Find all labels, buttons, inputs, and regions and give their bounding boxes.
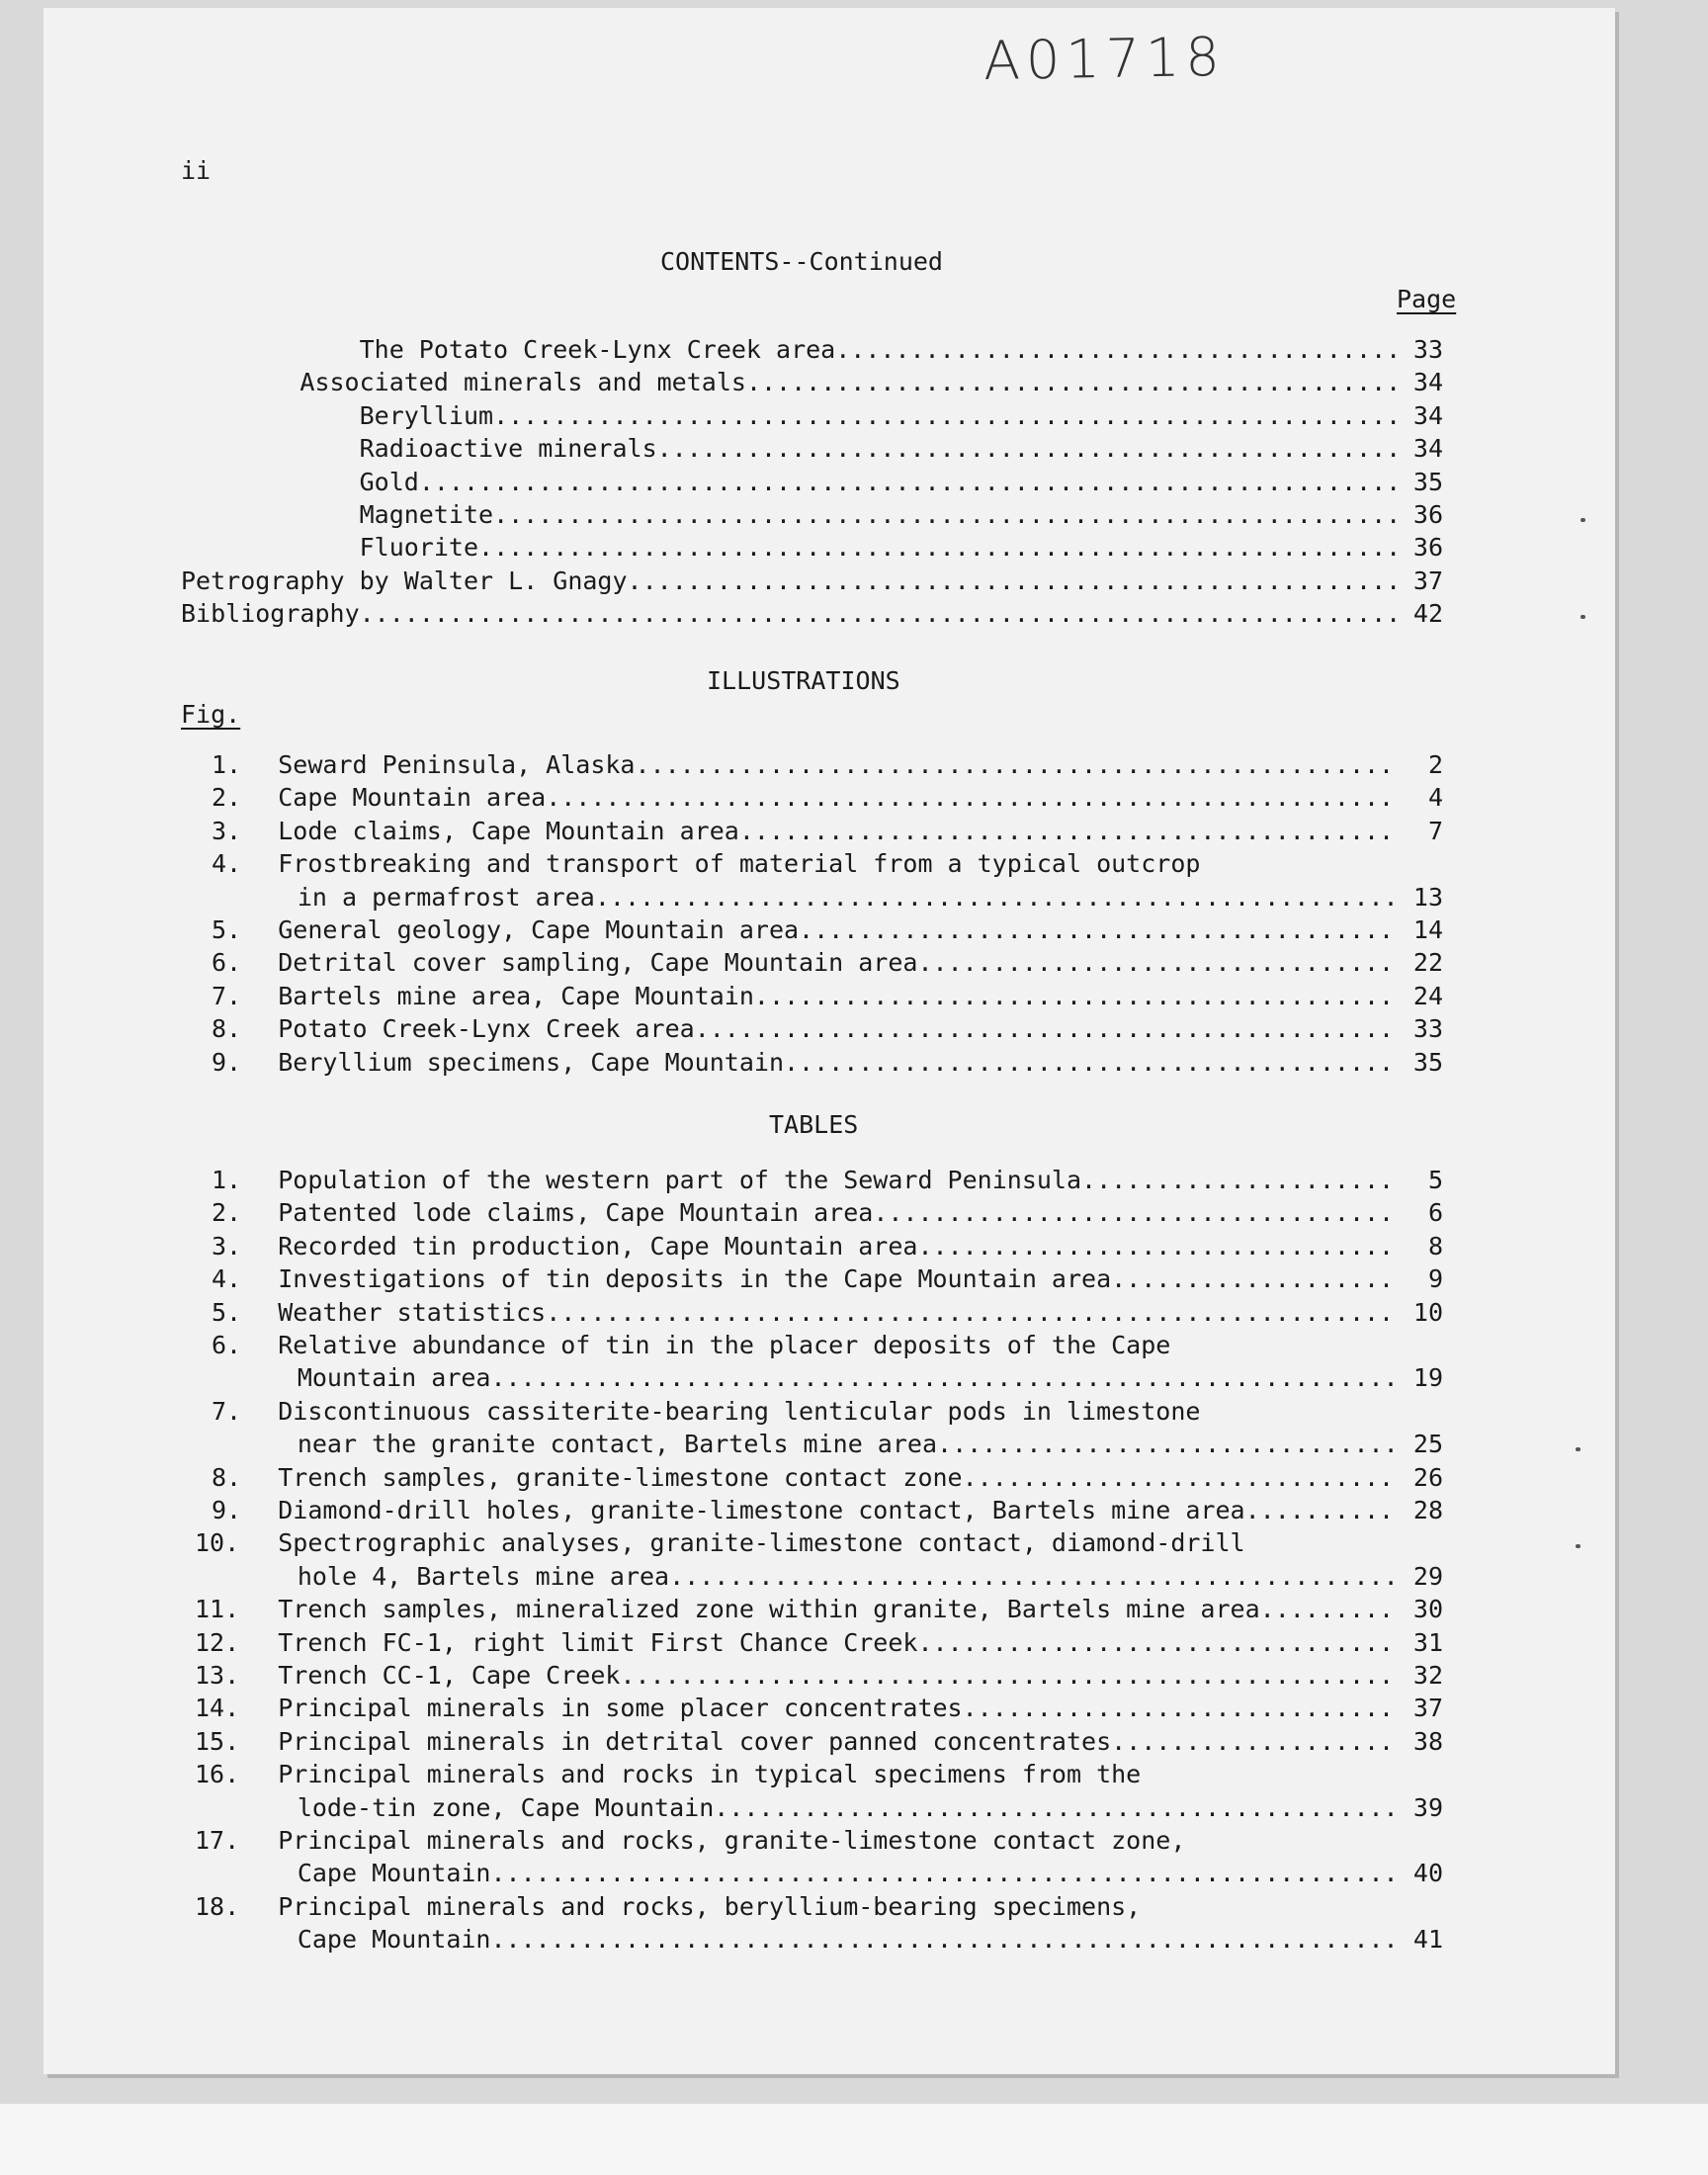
item-number: 16.	[195, 1760, 240, 1789]
item-number: 2.	[212, 1198, 242, 1228]
item-caption-line	[278, 1164, 1394, 1197]
item-page-number: 8	[1427, 1231, 1443, 1261]
caption-text: Beryllium specimens, Cape Mountain	[278, 1047, 784, 1077]
item-caption-line	[278, 1626, 1394, 1660]
caption-text: Diamond-drill holes, granite-limestone contact, Bartels mine area..	[278, 1496, 1275, 1524]
dot-leader: ............................................	[745, 368, 1402, 397]
item-page-number: 22	[1412, 948, 1443, 978]
item-caption-line	[278, 1824, 1185, 1858]
entry-page-number: 36	[1412, 500, 1443, 529]
scanner-margin	[0, 2104, 1708, 2175]
item-caption-line	[278, 1395, 1200, 1429]
caption-text: General geology, Cape Mountain area	[278, 915, 800, 944]
item-page-number: 33	[1412, 1014, 1443, 1044]
item-caption-line	[278, 1329, 1170, 1362]
dot-leader: .........................................................	[546, 783, 1395, 813]
item-caption-line	[278, 847, 1200, 881]
item-caption-line	[298, 1857, 1399, 1890]
item-page-number: 38	[1412, 1726, 1443, 1756]
caption-text: Cape Mountain	[297, 1859, 491, 1888]
dot-leader: ...........................................	[753, 981, 1395, 1010]
entry-title: Petrography by Walter L. Gnagy	[181, 566, 628, 595]
dot-leader: ...............................	[937, 1430, 1399, 1459]
caption-text: Trench samples, mineralized zone within granite, Bartels mine area.	[278, 1595, 1275, 1624]
item-number: 11.	[195, 1595, 240, 1624]
item-number: 8.	[212, 1014, 242, 1044]
item-caption-line	[278, 1296, 1394, 1330]
item-caption-line	[278, 748, 1394, 782]
handwritten-accession-number: A01718	[982, 25, 1227, 93]
caption-text: in a permafrost area	[297, 882, 595, 912]
dot-leader: ..................................................................	[418, 467, 1402, 496]
dot-leader: ...................................	[873, 1198, 1395, 1228]
dot-leader: .........................................................	[546, 1297, 1395, 1327]
item-page-number: 4	[1427, 783, 1443, 813]
dot-leader: ...............................................	[694, 1014, 1395, 1044]
item-page-number: 24	[1412, 981, 1443, 1010]
dot-leader: ....................................................	[627, 566, 1402, 595]
caption-text: Population of the western part of the Seward Peninsula	[278, 1166, 1082, 1194]
entry-page-number: 34	[1412, 368, 1443, 397]
item-caption-line	[278, 980, 1394, 1013]
dot-leader: ............................................	[738, 816, 1395, 845]
item-number: 9.	[212, 1047, 242, 1077]
caption-text: Cape Mountain area	[278, 783, 547, 813]
item-caption-line	[278, 946, 1394, 980]
item-page-number: 26	[1412, 1462, 1443, 1492]
item-caption-line	[278, 1659, 1394, 1693]
dot-leader: ..............................................................	[478, 533, 1402, 563]
item-page-number: 35	[1412, 1047, 1443, 1077]
item-caption-line	[298, 1361, 1399, 1395]
item-number: 2.	[212, 783, 242, 813]
item-caption-line	[278, 1494, 1394, 1527]
item-number: 4.	[212, 1264, 242, 1294]
item-caption-line	[278, 1692, 1394, 1725]
item-caption-line	[278, 1725, 1394, 1759]
item-page-number: 29	[1412, 1561, 1443, 1591]
dot-leader: .................................................	[669, 1561, 1399, 1591]
item-page-number: 39	[1412, 1792, 1443, 1822]
dot-leader: ................................	[917, 948, 1395, 978]
contents-entry	[360, 498, 1402, 532]
item-number: 18.	[195, 1891, 240, 1921]
page-column-heading: Page	[1397, 285, 1457, 313]
caption-text: Potato Creek-Lynx Creek area	[278, 1014, 695, 1044]
item-caption-line	[278, 1461, 1394, 1495]
item-number: 3.	[212, 816, 242, 845]
item-caption-line	[298, 1923, 1399, 1957]
caption-text: Principal minerals in some placer concentrates	[278, 1694, 963, 1723]
item-number: 5.	[212, 915, 242, 944]
item-caption-line	[298, 881, 1399, 914]
item-caption-line	[278, 1012, 1394, 1046]
caption-text: Principal minerals and rocks, granite-limestone contact zone,	[278, 1826, 1186, 1855]
dot-leader: .............................	[962, 1462, 1395, 1492]
item-caption-line	[298, 1791, 1399, 1825]
item-page-number: 9	[1427, 1264, 1443, 1294]
caption-text: Trench samples, granite-limestone contact zone	[278, 1462, 963, 1492]
item-number: 4.	[212, 849, 242, 879]
entry-title: Bibliography	[181, 599, 360, 629]
contents-entry	[360, 432, 1402, 466]
caption-text: lode-tin zone, Cape Mountain	[297, 1792, 715, 1822]
item-page-number: 25	[1412, 1430, 1443, 1459]
contents-entry	[360, 399, 1402, 433]
scan-speck	[1576, 1544, 1580, 1548]
item-number: 9.	[212, 1496, 242, 1524]
caption-text: Patented lode claims, Cape Mountain area	[278, 1198, 874, 1228]
dot-leader: ................................	[917, 1627, 1395, 1657]
item-caption-line	[278, 1890, 1141, 1924]
item-number: 3.	[212, 1231, 242, 1261]
item-page-number: 41	[1412, 1925, 1443, 1955]
caption-text: Trench CC-1, Cape Creek	[278, 1661, 621, 1690]
entry-title: Gold	[359, 467, 419, 496]
dot-leader: .............................................................	[490, 1859, 1399, 1888]
entry-title: Radioactive minerals	[359, 434, 657, 464]
fig-column-heading: Fig.	[181, 700, 241, 729]
item-number: 17.	[195, 1826, 240, 1855]
item-caption-line	[278, 1758, 1141, 1791]
entry-title: The Potato Creek-Lynx Creek area	[359, 335, 836, 364]
item-page-number: 14	[1412, 915, 1443, 944]
entry-title: Magnetite	[359, 500, 494, 529]
item-page-number: 5	[1427, 1166, 1443, 1194]
scan-speck	[1580, 615, 1585, 619]
caption-text: Detrital cover sampling, Cape Mountain area	[278, 948, 918, 978]
item-number: 13.	[195, 1661, 240, 1690]
dot-leader: ...................	[1111, 1726, 1395, 1756]
page-number: ii	[181, 156, 212, 185]
dot-leader: ........	[1274, 1595, 1395, 1624]
contents-entry	[181, 597, 1401, 631]
item-number: 15.	[195, 1726, 240, 1756]
dot-leader: .............................................................	[493, 500, 1402, 529]
caption-text: Principal minerals in detrital cover panned concentrates	[278, 1726, 1112, 1756]
tables-heading: TABLES	[769, 1110, 859, 1139]
item-number: 7.	[212, 981, 242, 1010]
scan-speck	[1580, 518, 1585, 522]
dot-leader: .............................	[962, 1694, 1395, 1723]
item-page-number: 40	[1412, 1859, 1443, 1888]
entry-title: Fluorite	[359, 533, 479, 563]
dot-leader: ......................................................	[594, 882, 1399, 912]
item-caption-line	[278, 1230, 1394, 1263]
item-page-number: 13	[1412, 882, 1443, 912]
caption-text: Principal minerals and rocks, beryllium-bearing specimens,	[278, 1891, 1142, 1921]
item-page-number: 7	[1427, 816, 1443, 845]
dot-leader: ................................	[917, 1231, 1395, 1261]
dot-leader: ..............................................	[714, 1792, 1399, 1822]
item-number: 6.	[212, 948, 242, 978]
dot-leader: ........	[1274, 1496, 1395, 1524]
caption-text: hole 4, Bartels mine area	[297, 1561, 670, 1591]
contents-entry	[360, 333, 1402, 367]
item-number: 6.	[212, 1331, 242, 1359]
caption-text: Cape Mountain	[297, 1925, 491, 1955]
item-page-number: 6	[1427, 1198, 1443, 1228]
item-page-number: 28	[1412, 1496, 1443, 1524]
item-caption-line	[278, 1262, 1394, 1296]
entry-page-number: 34	[1412, 400, 1443, 430]
caption-text: Recorded tin production, Cape Mountain area	[278, 1231, 918, 1261]
item-number: 10.	[195, 1528, 240, 1558]
caption-text: Mountain area	[297, 1363, 491, 1393]
caption-text: Weather statistics	[278, 1297, 547, 1327]
contents-entry	[360, 531, 1402, 565]
dot-leader: .........................................	[784, 1047, 1395, 1077]
dot-leader: .............................................................	[490, 1363, 1399, 1393]
contents-entry	[299, 366, 1401, 399]
dot-leader: .............................................................	[493, 400, 1402, 430]
dot-leader: ......................................	[835, 335, 1402, 364]
caption-text: Bartels mine area, Cape Mountain	[278, 981, 754, 1010]
contents-entry	[181, 565, 1401, 598]
item-number: 1.	[212, 1166, 242, 1194]
entry-page-number: 35	[1412, 467, 1443, 496]
item-page-number: 37	[1412, 1694, 1443, 1723]
caption-text: Investigations of tin deposits in the Cape Mountain area	[278, 1264, 1112, 1294]
entry-title: Associated minerals and metals	[299, 368, 746, 397]
contents-entry	[360, 466, 1402, 499]
item-page-number: 30	[1412, 1595, 1443, 1624]
caption-text: Spectrographic analyses, granite-limestone contact, diamond-drill	[278, 1528, 1245, 1558]
caption-text: Principal minerals and rocks in typical specimens from the	[278, 1760, 1142, 1789]
caption-text: Frostbreaking and transport of material from a typical outcrop	[278, 849, 1201, 879]
caption-text: Relative abundance of tin in the placer deposits of the Cape	[278, 1331, 1171, 1359]
scan-speck	[1576, 1447, 1580, 1451]
contents-heading: CONTENTS--Continued	[660, 247, 943, 276]
item-page-number: 19	[1412, 1363, 1443, 1393]
dot-leader: ...................	[1111, 1264, 1395, 1294]
caption-text: near the granite contact, Bartels mine area	[297, 1430, 938, 1459]
entry-page-number: 42	[1412, 599, 1443, 629]
entry-page-number: 34	[1412, 434, 1443, 464]
dot-leader: ........................................	[799, 915, 1395, 944]
dot-leader: ......................................................................	[359, 599, 1402, 629]
item-number: 12.	[195, 1627, 240, 1657]
entry-page-number: 37	[1412, 566, 1443, 595]
dot-leader: ..................................................	[656, 434, 1402, 464]
item-page-number: 32	[1412, 1661, 1443, 1690]
item-caption-line	[278, 815, 1394, 848]
dot-leader: ....................................................	[620, 1661, 1395, 1690]
item-caption-line	[278, 1046, 1394, 1080]
item-caption-line	[278, 914, 1394, 947]
entry-page-number: 33	[1412, 335, 1443, 364]
item-number: 14.	[195, 1694, 240, 1723]
caption-text: Discontinuous cassiterite-bearing lenticular pods in limestone	[278, 1396, 1201, 1426]
dot-leader: ...................................................	[635, 750, 1395, 779]
dot-leader: .............................................................	[490, 1925, 1399, 1955]
entry-title: Beryllium	[359, 400, 494, 430]
item-number: 7.	[212, 1396, 242, 1426]
item-number: 8.	[212, 1462, 242, 1492]
item-page-number: 2	[1427, 750, 1443, 779]
dot-leader: .....................	[1081, 1166, 1395, 1194]
item-page-number: 10	[1412, 1297, 1443, 1327]
caption-text: Seward Peninsula, Alaska	[278, 750, 636, 779]
item-caption-line	[278, 781, 1394, 815]
item-number: 5.	[212, 1297, 242, 1327]
entry-page-number: 36	[1412, 533, 1443, 563]
item-caption-line	[298, 1560, 1399, 1594]
item-caption-line	[298, 1428, 1399, 1461]
item-caption-line	[278, 1526, 1244, 1560]
item-caption-line	[278, 1196, 1394, 1230]
item-page-number: 31	[1412, 1627, 1443, 1657]
caption-text: Trench FC-1, right limit First Chance Creek	[278, 1627, 918, 1657]
item-number: 1.	[212, 750, 242, 779]
caption-text: Lode claims, Cape Mountain area	[278, 816, 739, 845]
illustrations-heading: ILLUSTRATIONS	[707, 666, 900, 695]
item-caption-line	[278, 1593, 1394, 1626]
